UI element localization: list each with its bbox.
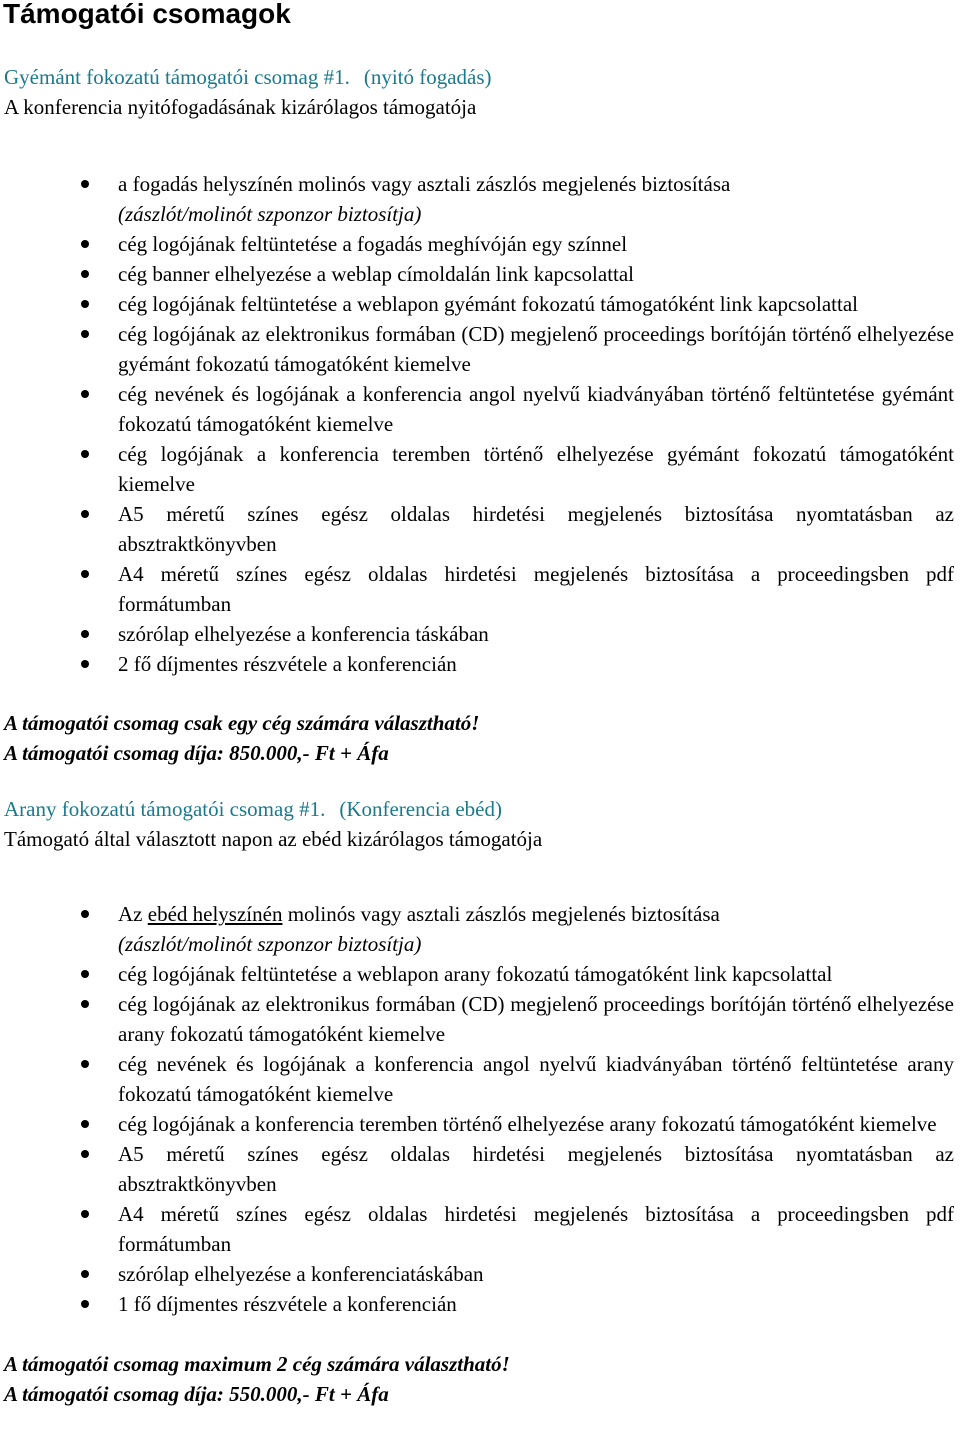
bullet-icon: [81, 270, 89, 278]
benefit-text: 2 fő díjmentes részvétele a konferencián: [118, 652, 457, 676]
bullet-icon: [81, 240, 89, 248]
package-price: A támogatói csomag díja: 850.000,- Ft + Áfa: [4, 741, 389, 765]
bullet-icon: [81, 510, 89, 518]
availability-note: A támogatói csomag maximum 2 cég számára választható!: [4, 1352, 510, 1376]
benefit-text: cég nevének és logójának a konferencia angol nyelvű kiadványában történő feltüntetése arany fokozatú támogatóként kiemelve: [118, 1052, 954, 1106]
bullet-icon: [81, 180, 89, 188]
package-footer: [4, 1349, 954, 1409]
benefit-text: szórólap elhelyezése a konferenciatáskában: [118, 1262, 484, 1286]
benefit-item: [4, 1199, 954, 1259]
benefit-item: [4, 899, 954, 959]
benefit-item: [4, 619, 954, 649]
benefit-item: [4, 169, 954, 229]
benefit-item: [4, 379, 954, 439]
benefit-text: szórólap elhelyezése a konferencia táskában: [118, 622, 489, 646]
bullet-icon: [81, 1120, 89, 1128]
package-subtitle: Támogató által választott napon az ebéd kizárólagos támogatója: [4, 827, 543, 851]
benefit-text-prefix: Az: [118, 902, 143, 926]
package-event: (nyitó fogadás): [363, 65, 492, 89]
benefit-text: cég logójának feltüntetése a weblapon gyémánt fokozatú támogatóként link kapcsolattal: [118, 292, 858, 316]
bullet-icon: [81, 630, 89, 638]
benefit-text: cég logójának a konferencia teremben történő elhelyezése arany fokozatú támogatóként kiemelve: [118, 1112, 937, 1136]
bullet-icon: [81, 1300, 89, 1308]
benefit-item: [4, 289, 954, 319]
package-subtitle: A konferencia nyitófogadásának kizárólagos támogatója: [4, 95, 477, 119]
benefit-text: cég logójának feltüntetése a weblapon arany fokozatú támogatóként link kapcsolattal: [118, 962, 833, 986]
benefit-text: A5 méretű színes egész oldalas hirdetési megjelenés biztosítása nyomtatásban az absztraktkönyvben: [118, 1142, 954, 1196]
availability-note: A támogatói csomag csak egy cég számára választható!: [4, 711, 480, 735]
benefit-item: [4, 1109, 954, 1139]
benefit-text: a fogadás helyszínén molinós vagy asztali zászlós megjelenés biztosítása: [118, 172, 731, 196]
bullet-icon: [81, 1150, 89, 1158]
benefit-item: [4, 1259, 954, 1289]
benefit-item: [4, 499, 954, 559]
bullet-icon: [81, 910, 89, 918]
bullet-icon: [81, 1210, 89, 1218]
benefit-list: [4, 169, 954, 679]
benefit-text: A4 méretű színes egész oldalas hirdetési megjelenés biztosítása a proceedingsben pdf formátumban: [118, 1202, 954, 1256]
benefit-item: [4, 1139, 954, 1199]
benefit-text: cég nevének és logójának a konferencia angol nyelvű kiadványában történő feltüntetése gyémánt fokozatú támogatóként kiemelve: [118, 382, 954, 436]
benefit-note: (zászlót/molinót szponzor biztosítja): [118, 932, 422, 956]
bullet-icon: [81, 300, 89, 308]
benefit-text: cég logójának az elektronikus formában (CD) megjelenő proceedings borítóján történő elhelyezése arany fokozatú támogatóként kiemelve: [118, 992, 954, 1046]
package-name: Arany fokozatú támogatói csomag #1.: [4, 797, 326, 821]
benefit-item: [4, 439, 954, 499]
benefit-item: [4, 259, 954, 289]
package-name: Gyémánt fokozatú támogatói csomag #1.: [4, 65, 350, 89]
bullet-icon: [81, 1000, 89, 1008]
benefit-list: [4, 899, 954, 1319]
package-diamond: [4, 62, 954, 768]
benefit-item: [4, 649, 954, 679]
bullet-icon: [81, 1270, 89, 1278]
benefit-item: [4, 229, 954, 259]
package-gold: [4, 794, 954, 1409]
benefit-item: [4, 1289, 954, 1319]
benefit-text: cég logójának a konferencia teremben történő elhelyezése gyémánt fokozatú támogatóként kiemelve: [118, 442, 954, 496]
package-event: (Konferencia ebéd): [339, 797, 502, 821]
benefit-item: [4, 1049, 954, 1109]
bullet-icon: [81, 970, 89, 978]
bullet-icon: [81, 1060, 89, 1068]
package-footer: [4, 708, 954, 768]
benefit-item: [4, 319, 954, 379]
benefit-text: cég logójának feltüntetése a fogadás meghívóján egy színnel: [118, 232, 628, 256]
package-heading: [4, 794, 954, 824]
bullet-icon: [81, 330, 89, 338]
benefit-item: [4, 559, 954, 619]
benefit-text: cég logójának az elektronikus formában (CD) megjelenő proceedings borítóján történő elhelyezése gyémánt fokozatú támogatóként kiemelve: [118, 322, 954, 376]
benefit-text: cég banner elhelyezése a weblap címoldalán link kapcsolattal: [118, 262, 635, 286]
bullet-icon: [81, 660, 89, 668]
benefit-item: [4, 959, 954, 989]
benefit-item: [4, 989, 954, 1049]
bullet-icon: [81, 450, 89, 458]
benefit-text-underlined: ebéd helyszínén: [147, 902, 283, 926]
bullet-icon: [81, 570, 89, 578]
bullet-icon: [81, 390, 89, 398]
page-title: Támogatói csomagok: [3, 0, 291, 29]
benefit-note: (zászlót/molinót szponzor biztosítja): [118, 202, 422, 226]
package-price: A támogatói csomag díja: 550.000,- Ft + Áfa: [4, 1382, 389, 1406]
benefit-text: A4 méretű színes egész oldalas hirdetési megjelenés biztosítása a proceedingsben pdf formátumban: [118, 562, 954, 616]
benefit-text: A5 méretű színes egész oldalas hirdetési megjelenés biztosítása nyomtatásban az absztraktkönyvben: [118, 502, 954, 556]
benefit-text-suffix: molinós vagy asztali zászlós megjelenés biztosítása: [287, 902, 720, 926]
benefit-text: 1 fő díjmentes részvétele a konferencián: [118, 1292, 457, 1316]
package-heading: [4, 62, 954, 92]
